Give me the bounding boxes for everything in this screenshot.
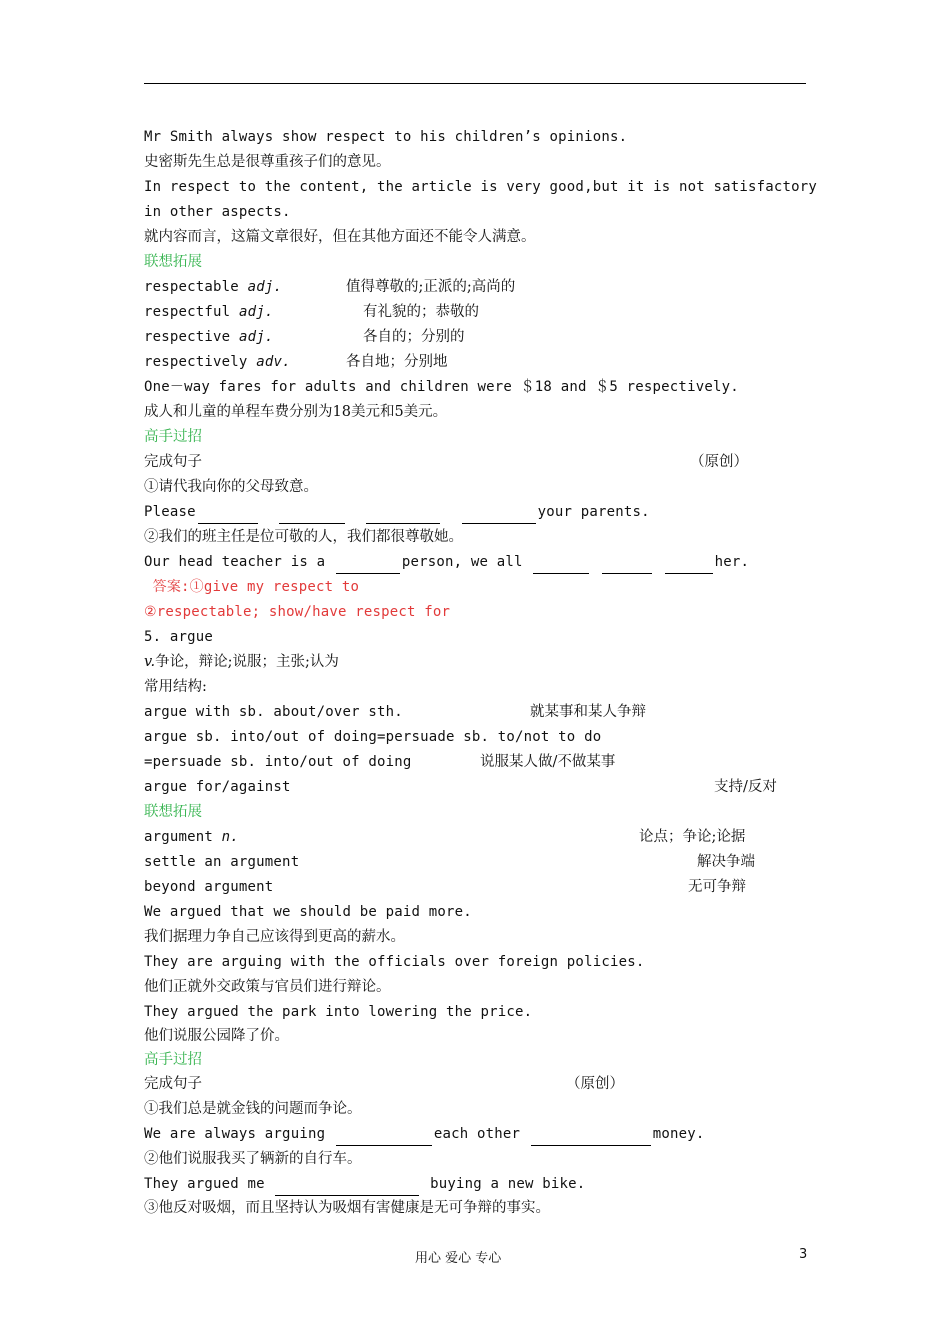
footer-motto: 用心 爱心 专心 [415,1251,502,1266]
structure-definition: 说服某人做/不做某事 [480,754,616,770]
answer-blank[interactable] [531,1129,651,1146]
vocab-entry: argument n. [144,829,239,845]
structure-item: =persuade sb. into/out of doing [144,754,412,770]
answer-blank[interactable] [336,557,400,574]
structure-item: argue for/against [144,779,291,795]
vocab-definition: 各自的；分别的 [363,329,465,345]
vocab-definition: 有礼貌的；恭敬的 [363,304,479,320]
example-sentence: Mr Smith always show respect to his children’s opinions. [144,129,628,145]
example-translation: 他们正就外交政策与官员们进行辩论。 [144,979,391,995]
exercise-sentence: Our head teacher is a person, we all her. [144,550,749,574]
exercise-question: ②他们说服我买了辆新的自行车。 [144,1151,362,1167]
vocab-definition: 无可争辩 [688,879,746,895]
section-heading: 高手过招 [144,1052,202,1068]
exercise-question: ①我们总是就金钱的问题而争论。 [144,1101,362,1117]
vocab-entry: respectful adj. [144,304,274,320]
example-sentence: They are arguing with the officials over foreign policies. [144,954,645,970]
example-translation: 史密斯先生总是很尊重孩子们的意见。 [144,154,391,170]
structure-definition: 支持/反对 [714,779,777,795]
section-heading: 高手过招 [144,429,202,445]
vocab-entry: respectable adj. [144,279,283,295]
example-translation: 他们说服公园降了价。 [144,1028,289,1044]
answer-blank[interactable] [665,557,713,574]
answer-blank[interactable] [336,1129,432,1146]
answer-blank[interactable] [602,557,652,574]
header-rule [144,83,806,84]
vocab-entry: respectively adv. [144,354,291,370]
exercise-sentence: Please your parents. [144,500,650,524]
vocab-entry: settle an argument [144,854,300,870]
answer-line: 答案:①give my respect to [144,579,360,595]
answer-blank[interactable] [533,557,589,574]
section-heading: 联想拓展 [144,804,202,820]
answer-line: ②respectable; show/have respect for [144,604,451,620]
example-sentence: In respect to the content, the article is very good,but it is not satisfactory [144,179,818,195]
example-translation: 我们据理力争自己应该得到更高的薪水。 [144,929,405,945]
example-sentence: in other aspects. [144,204,291,220]
exercise-title: 完成句子 [144,1076,202,1092]
exercise-question: ③他反对吸烟，而且坚持认为吸烟有害健康是无可争辩的事实。 [144,1200,550,1216]
exercise-title: 完成句子 [144,454,202,470]
vocab-definition: 解决争端 [697,854,755,870]
exercise-question: ②我们的班主任是位可敬的人，我们都很尊敬她。 [144,529,463,545]
original-tag: （原创） [690,454,748,470]
answer-blank[interactable] [279,507,345,524]
example-translation: 成人和儿童的单程车费分别为18美元和5美元。 [144,404,448,420]
original-tag: （原创） [566,1076,624,1092]
example-sentence: They argued the park into lowering the price. [144,1004,533,1020]
answer-blank[interactable] [462,507,536,524]
exercise-question: ①请代我向你的父母致意。 [144,479,318,495]
structure-item: argue with sb. about/over sth. [144,704,403,720]
exercise-sentence: We are always arguing each other money. [144,1122,705,1146]
vocab-definition: 值得尊敬的;正派的;高尚的 [346,279,516,295]
structure-item: argue sb. into/out of doing=persuade sb. to/not to do [144,729,602,745]
example-sentence: We argued that we should be paid more. [144,904,472,920]
exercise-sentence: They argued me buying a new bike. [144,1172,585,1196]
vocab-entry: respective adj. [144,329,274,345]
vocab-entry: beyond argument [144,879,274,895]
answer-blank[interactable] [198,507,258,524]
vocab-definition: 各自地；分别地 [346,354,448,370]
example-translation: 就内容而言，这篇文章很好，但在其他方面还不能令人满意。 [144,229,536,245]
example-sentence: One－way fares for adults and children were ＄18 and ＄5 respectively. [144,379,739,395]
answer-blank[interactable] [275,1179,419,1196]
page-number: 3 [799,1247,808,1262]
structure-definition: 就某事和某人争辩 [530,704,646,720]
answer-blank[interactable] [366,507,440,524]
entry-definition: v.争论，辩论;说服；主张;认为 [144,654,339,670]
entry-heading: 5. argue [144,629,214,645]
section-heading: 联想拓展 [144,254,202,270]
vocab-definition: 论点；争论;论据 [639,829,746,845]
structure-heading: 常用结构: [144,679,207,695]
